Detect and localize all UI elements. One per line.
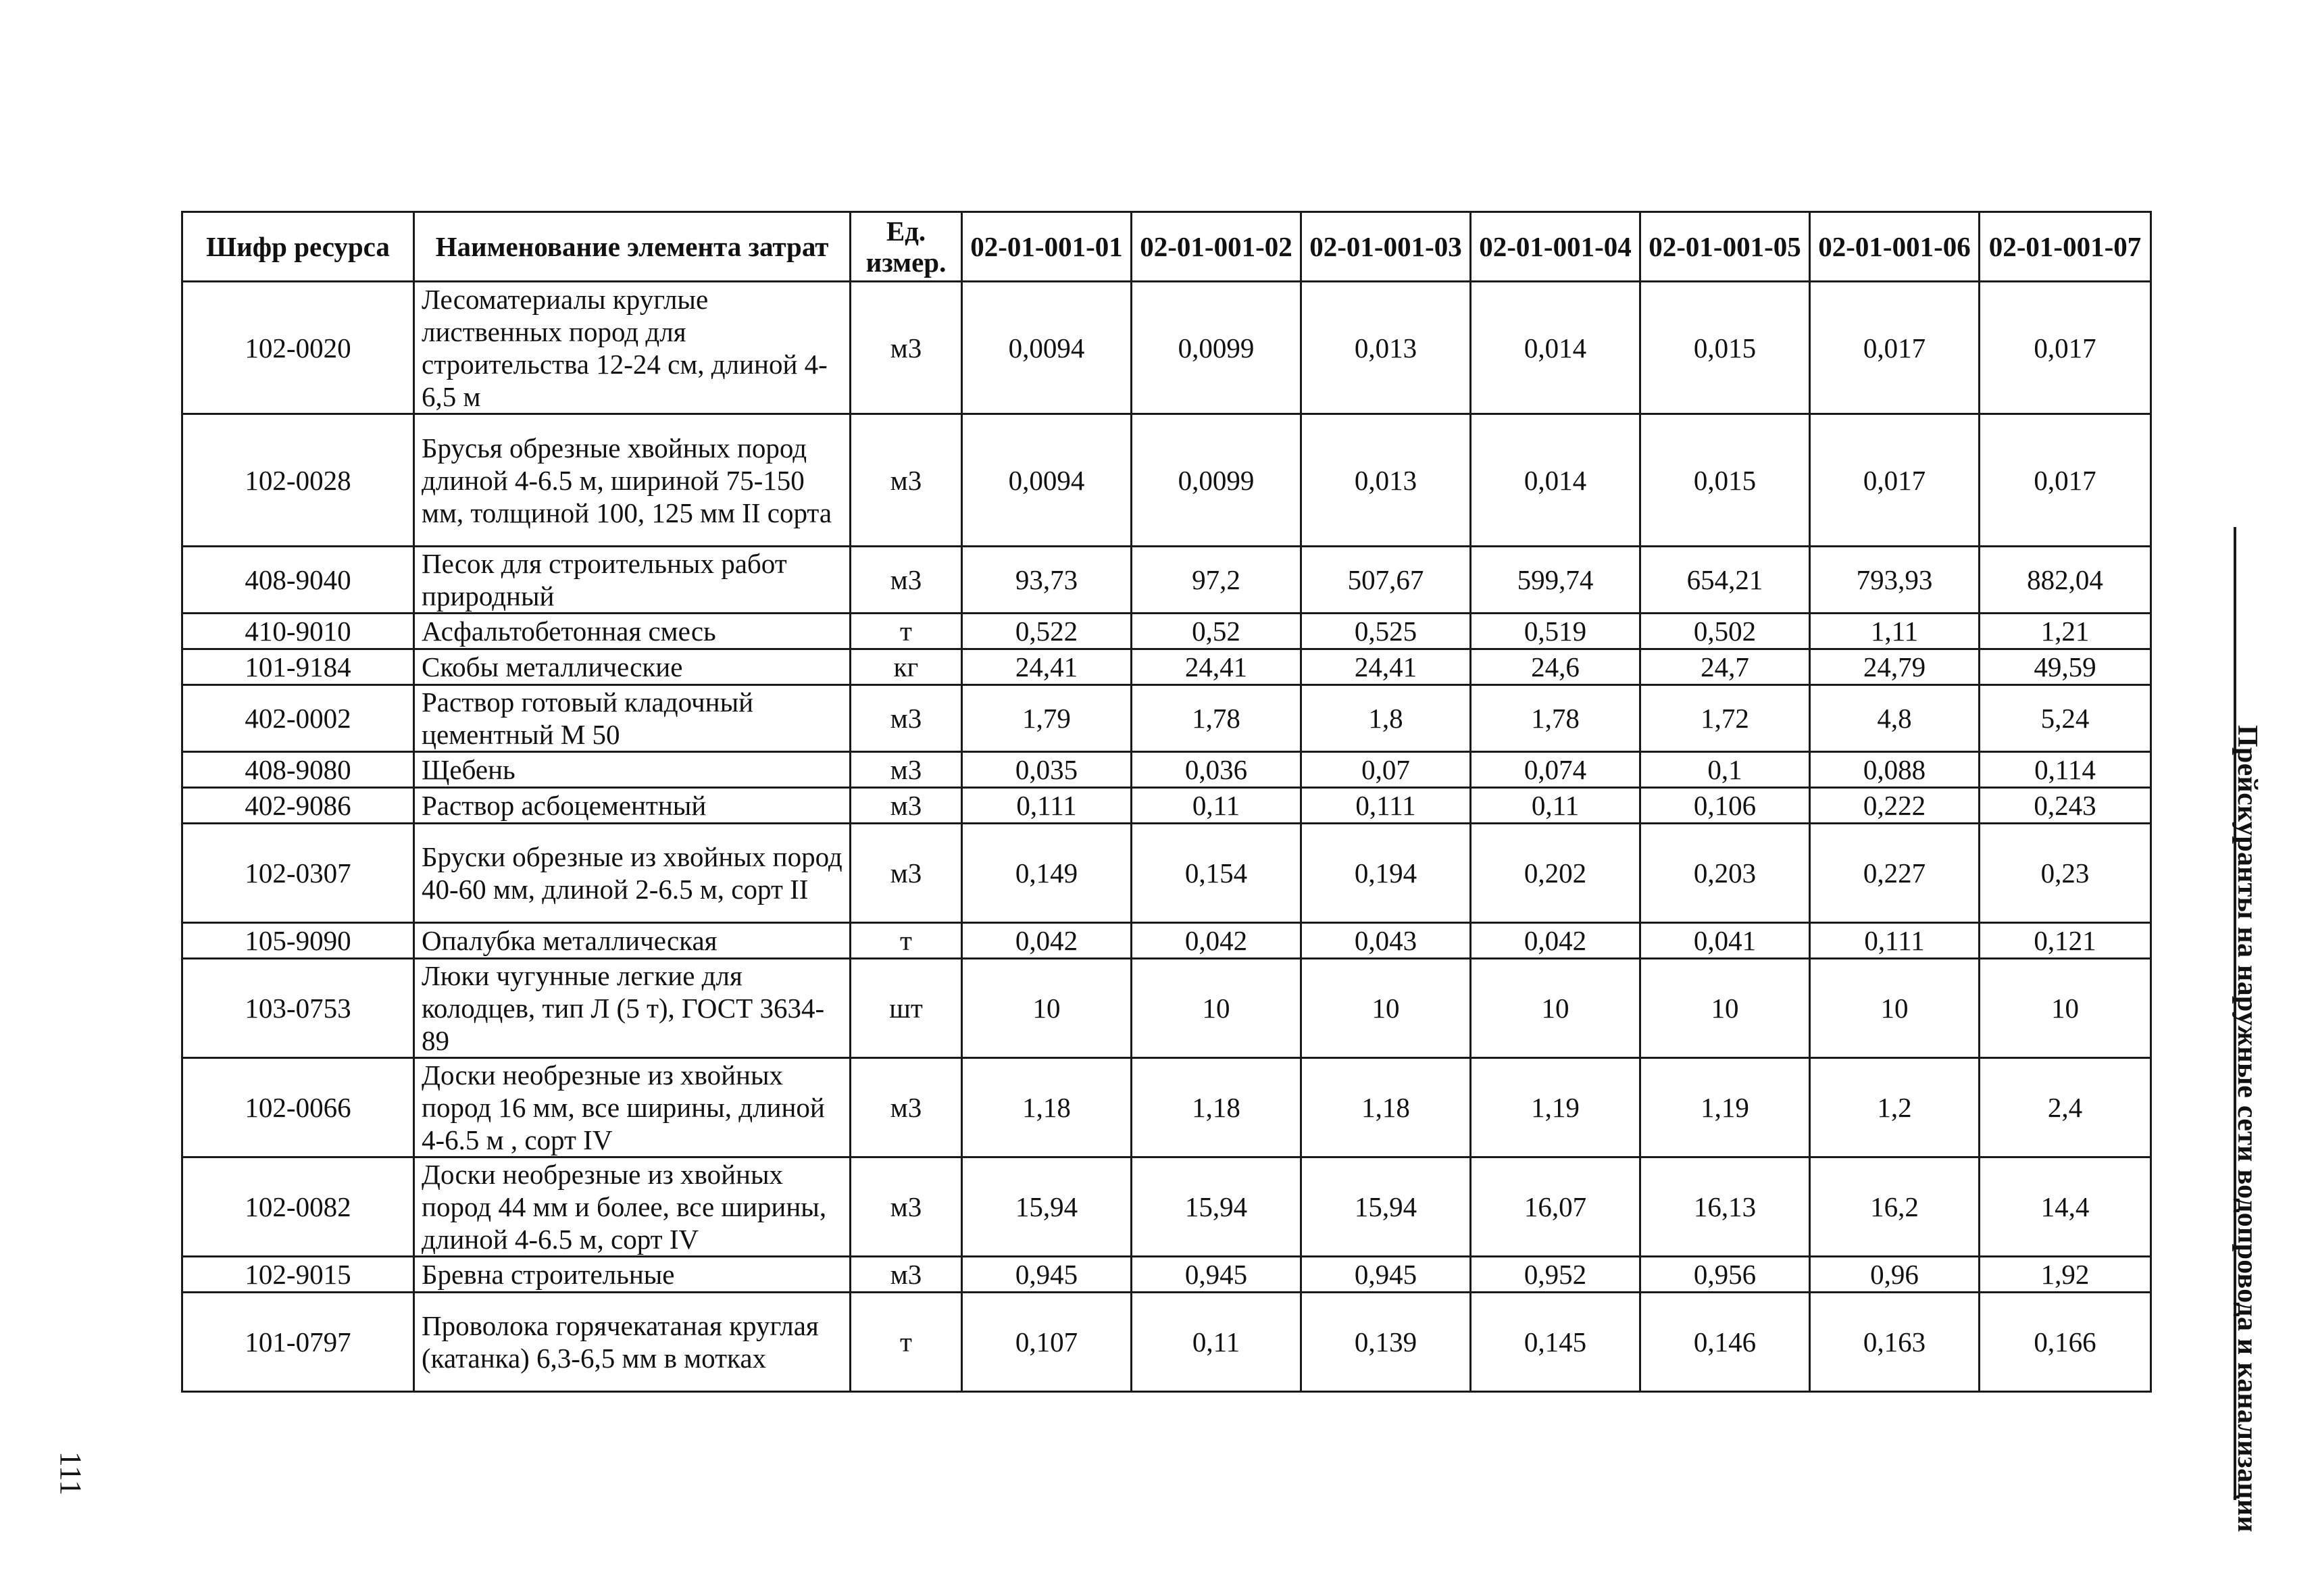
value-cell: 793,93 [1810,547,1980,614]
table-row [182,1257,2151,1293]
value-cell: 0,043 [1301,923,1471,959]
table-row [182,824,2151,923]
page-number [41,1446,101,1500]
value-cell: 10 [1301,959,1471,1058]
header-col-07: 02-01-001-07 [1980,212,2151,282]
value-cell: 0,52 [1132,614,1301,649]
value-cell: 0,114 [1980,752,2151,788]
value-cell: 0,0099 [1132,282,1301,414]
value-cell: 0,945 [962,1257,1132,1293]
table-row [182,685,2151,752]
value-cell: 15,94 [1301,1157,1471,1257]
value-cell: 0,042 [962,923,1132,959]
value-cell: 24,41 [962,649,1132,685]
value-cell: 24,79 [1810,649,1980,685]
value-cell: 10 [962,959,1132,1058]
header-col-01: 02-01-001-01 [962,212,1132,282]
value-cell: 0,194 [1301,824,1471,923]
value-cell: 0,166 [1980,1293,2151,1392]
value-cell: 16,2 [1810,1157,1980,1257]
value-cell: 0,041 [1640,923,1810,959]
value-cell: 0,106 [1640,788,1810,824]
resource-code: 101-0797 [182,1293,414,1392]
value-cell: 0,945 [1132,1257,1301,1293]
element-name: Доски необрезные из хвойных пород 16 мм, все ширины, длиной 4-6.5 м , сорт IV [414,1058,851,1157]
value-cell: 0,017 [1810,282,1980,414]
value-cell: 0,202 [1471,824,1640,923]
value-cell: 0,163 [1810,1293,1980,1392]
value-cell: 24,41 [1301,649,1471,685]
header-col-02: 02-01-001-02 [1132,212,1301,282]
value-cell: 0,154 [1132,824,1301,923]
table-header-row [182,212,2151,282]
table-row [182,923,2151,959]
resource-code: 101-9184 [182,649,414,685]
value-cell: 0,956 [1640,1257,1810,1293]
element-name: Щебень [414,752,851,788]
resource-code: 410-9010 [182,614,414,649]
unit: т [851,614,962,649]
value-cell: 10 [1471,959,1640,1058]
value-cell: 507,67 [1301,547,1471,614]
value-cell: 0,525 [1301,614,1471,649]
unit: т [851,1293,962,1392]
value-cell: 1,19 [1471,1058,1640,1157]
table-row [182,414,2151,547]
value-cell: 1,78 [1132,685,1301,752]
value-cell: 24,6 [1471,649,1640,685]
element-name: Брусья обрезные хвойных пород длиной 4-6.5 м, шириной 75-150 мм, толщиной 100, 125 мм II сорта [414,414,851,547]
header-col-03: 02-01-001-03 [1301,212,1471,282]
value-cell: 1,18 [962,1058,1132,1157]
value-cell: 0,145 [1471,1293,1640,1392]
value-cell: 1,18 [1132,1058,1301,1157]
value-cell: 0,1 [1640,752,1810,788]
value-cell: 0,042 [1471,923,1640,959]
value-cell: 0,522 [962,614,1132,649]
resource-code: 102-9015 [182,1257,414,1293]
value-cell: 49,59 [1980,649,2151,685]
value-cell: 1,8 [1301,685,1471,752]
unit: м3 [851,414,962,547]
element-name: Люки чугунные легкие для колодцев, тип Л (5 т), ГОСТ 3634-89 [414,959,851,1058]
unit: кг [851,649,962,685]
value-cell: 1,78 [1471,685,1640,752]
value-cell: 0,013 [1301,414,1471,547]
value-cell: 0,017 [1980,414,2151,547]
value-cell: 0,11 [1471,788,1640,824]
element-name: Лесоматериалы круглые лиственных пород для строительства 12-24 см, длиной 4-6,5 м [414,282,851,414]
value-cell: 0,227 [1810,824,1980,923]
price-table [181,211,2152,1393]
value-cell: 0,203 [1640,824,1810,923]
table-row [182,752,2151,788]
value-cell: 882,04 [1980,547,2151,614]
value-cell: 0,952 [1471,1257,1640,1293]
resource-code: 402-0002 [182,685,414,752]
value-cell: 0,23 [1980,824,2151,923]
side-caption [2227,724,2267,1532]
table-row [182,282,2151,414]
value-cell: 1,19 [1640,1058,1810,1157]
value-cell: 1,72 [1640,685,1810,752]
value-cell: 0,121 [1980,923,2151,959]
value-cell: 14,4 [1980,1157,2151,1257]
resource-code: 102-0028 [182,414,414,547]
value-cell: 24,7 [1640,649,1810,685]
value-cell: 0,0099 [1132,414,1301,547]
value-cell: 1,18 [1301,1058,1471,1157]
value-cell: 1,11 [1810,614,1980,649]
header-col-05: 02-01-001-05 [1640,212,1810,282]
value-cell: 0,146 [1640,1293,1810,1392]
value-cell: 0,111 [1301,788,1471,824]
resource-code: 402-9086 [182,788,414,824]
table-row [182,1293,2151,1392]
value-cell: 4,8 [1810,685,1980,752]
value-cell: 0,519 [1471,614,1640,649]
value-cell: 0,149 [962,824,1132,923]
value-cell: 0,111 [962,788,1132,824]
table-row [182,959,2151,1058]
value-cell: 0,111 [1810,923,1980,959]
resource-code: 102-0307 [182,824,414,923]
value-cell: 0,11 [1132,788,1301,824]
unit: м3 [851,1157,962,1257]
element-name: Бревна строительные [414,1257,851,1293]
table-row [182,788,2151,824]
unit: м3 [851,282,962,414]
resource-code: 408-9080 [182,752,414,788]
value-cell: 15,94 [962,1157,1132,1257]
resource-code: 103-0753 [182,959,414,1058]
element-name: Песок для строительных работ природный [414,547,851,614]
element-name: Раствор асбоцементный [414,788,851,824]
unit: м3 [851,685,962,752]
element-name: Доски необрезные из хвойных пород 44 мм и более, все ширины, длиной 4-6.5 м, сорт IV [414,1157,851,1257]
value-cell: 10 [1980,959,2151,1058]
value-cell: 10 [1132,959,1301,1058]
resource-code: 408-9040 [182,547,414,614]
value-cell: 1,21 [1980,614,2151,649]
element-name: Асфальтобетонная смесь [414,614,851,649]
value-cell: 0,96 [1810,1257,1980,1293]
table-row [182,1157,2151,1257]
element-name: Опалубка металлическая [414,923,851,959]
unit: м3 [851,788,962,824]
value-cell: 97,2 [1132,547,1301,614]
table-row [182,547,2151,614]
value-cell: 1,79 [962,685,1132,752]
resource-code: 102-0066 [182,1058,414,1157]
value-cell: 599,74 [1471,547,1640,614]
value-cell: 0,107 [962,1293,1132,1392]
value-cell: 0,017 [1980,282,2151,414]
unit: т [851,923,962,959]
unit: м3 [851,824,962,923]
value-cell: 0,07 [1301,752,1471,788]
value-cell: 0,243 [1980,788,2151,824]
value-cell: 0,945 [1301,1257,1471,1293]
value-cell: 0,013 [1301,282,1471,414]
side-caption-text: Прейскуранты на наружные сети водопровода и канализации [2232,724,2263,1532]
value-cell: 16,13 [1640,1157,1810,1257]
value-cell: 10 [1810,959,1980,1058]
value-cell: 0,11 [1132,1293,1301,1392]
header-col-04: 02-01-001-04 [1471,212,1640,282]
value-cell: 654,21 [1640,547,1810,614]
element-name: Скобы металлические [414,649,851,685]
value-cell: 93,73 [962,547,1132,614]
unit: м3 [851,752,962,788]
resource-code: 102-0082 [182,1157,414,1257]
page-number-text: 111 [53,1451,89,1495]
header-resource-code: Шифр ресурса [182,212,414,282]
element-name: Проволока горячекатаная круглая (катанка) 6,3-6,5 мм в мотках [414,1293,851,1392]
value-cell: 0,0094 [962,282,1132,414]
table-row [182,614,2151,649]
table-row [182,649,2151,685]
value-cell: 0,502 [1640,614,1810,649]
value-cell: 15,94 [1132,1157,1301,1257]
value-cell: 0,036 [1132,752,1301,788]
element-name: Бруски обрезные из хвойных пород 40-60 мм, длиной 2-6.5 м, сорт II [414,824,851,923]
value-cell: 16,07 [1471,1157,1640,1257]
value-cell: 0,088 [1810,752,1980,788]
value-cell: 0,139 [1301,1293,1471,1392]
unit: шт [851,959,962,1058]
header-element-name: Наименование элемента затрат [414,212,851,282]
header-col-06: 02-01-001-06 [1810,212,1980,282]
unit: м3 [851,547,962,614]
unit: м3 [851,1058,962,1157]
value-cell: 0,0094 [962,414,1132,547]
value-cell: 0,074 [1471,752,1640,788]
value-cell: 10 [1640,959,1810,1058]
value-cell: 0,015 [1640,282,1810,414]
value-cell: 0,222 [1810,788,1980,824]
value-cell: 0,042 [1132,923,1301,959]
resource-code: 105-9090 [182,923,414,959]
element-name: Раствор готовый кладочный цементный М 50 [414,685,851,752]
table-row [182,1058,2151,1157]
value-cell: 1,92 [1980,1257,2151,1293]
unit: м3 [851,1257,962,1293]
value-cell: 1,2 [1810,1058,1980,1157]
value-cell: 0,035 [962,752,1132,788]
value-cell: 24,41 [1132,649,1301,685]
value-cell: 0,014 [1471,414,1640,547]
value-cell: 2,4 [1980,1058,2151,1157]
value-cell: 0,015 [1640,414,1810,547]
value-cell: 5,24 [1980,685,2151,752]
value-cell: 0,014 [1471,282,1640,414]
resource-code: 102-0020 [182,282,414,414]
header-unit: Ед. измер. [851,212,962,282]
value-cell: 0,017 [1810,414,1980,547]
